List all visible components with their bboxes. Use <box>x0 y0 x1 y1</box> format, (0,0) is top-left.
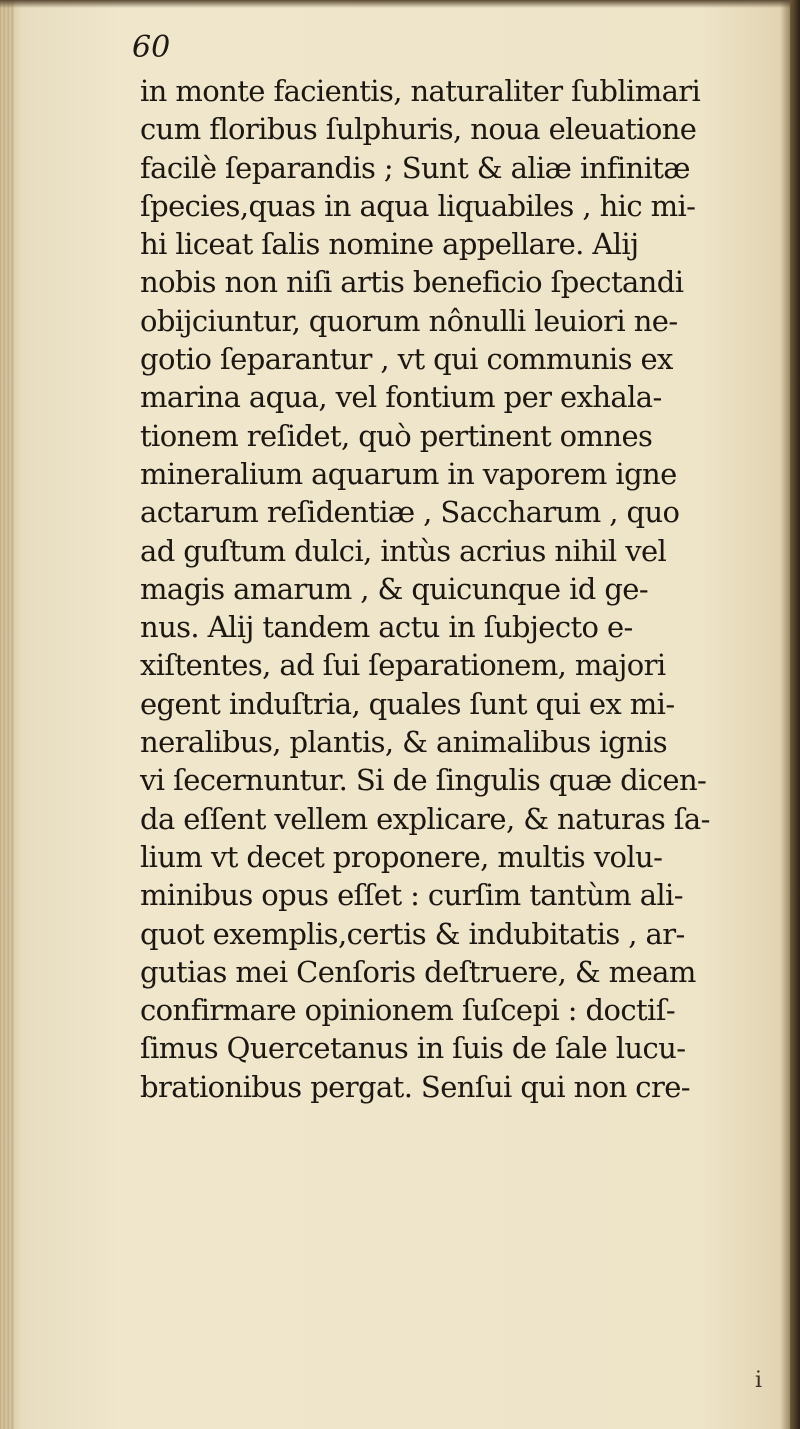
text-line: minibus opus eſſet : curſim tantùm ali- <box>140 878 683 913</box>
text-line: actarum reſidentiæ , Saccharum , quo <box>140 495 680 530</box>
text-line: brationibus pergat. Senſui qui non cre- <box>140 1069 690 1104</box>
text-line: cum floribus ſulphuris, noua eleuatione <box>140 112 697 147</box>
text-line: xiſtentes, ad ſui ſeparationem, majori <box>140 648 666 683</box>
text-line: ſimus Quercetanus in ſuis de ſale lucu- <box>140 1031 686 1066</box>
page-right-edge <box>790 0 800 1429</box>
text-line: lium vt decet proponere, multis volu- <box>140 839 663 874</box>
text-line: hi liceat ſalis nomine appellare. Alij <box>140 227 639 262</box>
footer-mark: i <box>755 1368 763 1393</box>
text-line: ad guſtum dulci, intùs acrius nihil vel <box>140 533 667 568</box>
text-line: neralibus, plantis, & animalibus ignis <box>140 725 667 760</box>
body-text <box>140 72 780 1106</box>
page-top-edge <box>0 0 800 8</box>
text-line: mineralium aquarum in vaporem igne <box>140 456 677 491</box>
text-line: nus. Alij tandem actu in ſubjecto e- <box>140 610 633 645</box>
text-line: facilè ſeparandis ; Sunt & aliæ infinitæ <box>140 150 690 185</box>
text-line: marina aqua, vel fontium per exhala- <box>140 380 662 415</box>
text-line: egent induſtria, quales ſunt qui ex mi- <box>140 686 675 721</box>
text-line: vi ſecernuntur. Si de ſingulis quæ dicen- <box>140 763 707 798</box>
page-number: 60 <box>132 30 171 65</box>
text-line: nobis non niſi artis beneficio ſpectandi <box>140 265 684 300</box>
text-line: ſpecies,quas in aqua liquabiles , hic mi- <box>140 188 696 223</box>
text-line: tionem reſidet, quò pertinent omnes <box>140 418 653 453</box>
text-line: obijciuntur, quorum nônulli leuiori ne- <box>140 303 678 338</box>
text-line: in monte facientis, naturaliter ſublimari <box>140 74 701 108</box>
text-line: quot exemplis,certis & indubitatis , ar- <box>140 916 685 951</box>
text-line: da eſſent vellem explicare, & naturas ſa- <box>140 801 710 836</box>
text-line: magis amarum , & quicunque id ge- <box>140 571 649 606</box>
page-gutter <box>0 0 14 1429</box>
text-line: gutias mei Cenſoris deſtruere, & meam <box>140 954 696 989</box>
text-line: gotio ſeparantur , vt qui communis ex <box>140 342 673 377</box>
text-line: confirmare opinionem ſuſcepi : doctiſ- <box>140 993 676 1028</box>
